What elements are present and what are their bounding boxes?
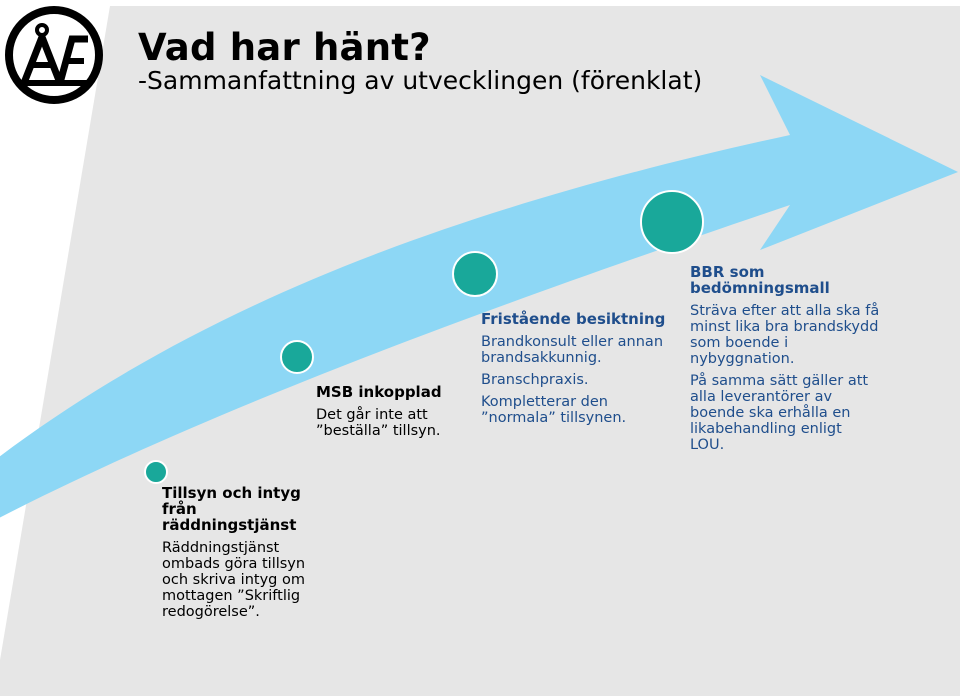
milestone-2	[316, 384, 456, 439]
page-subtitle: -Sammanfattning av utvecklingen (förenklat)	[138, 66, 703, 95]
milestone-4	[690, 264, 880, 453]
milestone-heading: BBR som bedömningsmall	[690, 263, 830, 297]
milestone-text: Brandkonsult eller annan brandsakkunnig.	[481, 334, 664, 366]
page-title: Vad har hänt?	[138, 26, 431, 69]
milestone-dot-1	[144, 460, 168, 484]
milestone-1	[162, 485, 332, 620]
milestone-text: På samma sätt gäller att alla leverantörer av boende ska erhålla en likabehandling enligt LOU.	[690, 373, 869, 453]
milestone-heading: MSB inkopplad	[316, 383, 442, 401]
milestone-text: Räddningstjänst ombads göra tillsyn och skriva intyg om mottagen ”Skriftlig redogörelse”.	[162, 540, 306, 620]
milestone-3	[481, 311, 671, 426]
milestone-dot-3	[452, 251, 498, 297]
milestone-dot-4	[640, 190, 704, 254]
milestone-text: Det går inte att ”beställa” tillsyn.	[316, 407, 441, 439]
milestone-text: Branschpraxis.	[481, 372, 589, 388]
milestone-text: Kompletterar den ”normala” tillsynen.	[481, 394, 627, 426]
milestone-heading: Fristående besiktning	[481, 310, 666, 328]
milestone-heading: Tillsyn och intyg från räddningstjänst	[162, 484, 301, 534]
af-logo-icon	[4, 5, 104, 105]
milestone-text: Sträva efter att alla ska få minst lika bra brandskydd som boende i nybyggnation.	[690, 303, 880, 367]
milestone-dot-2	[280, 340, 314, 374]
